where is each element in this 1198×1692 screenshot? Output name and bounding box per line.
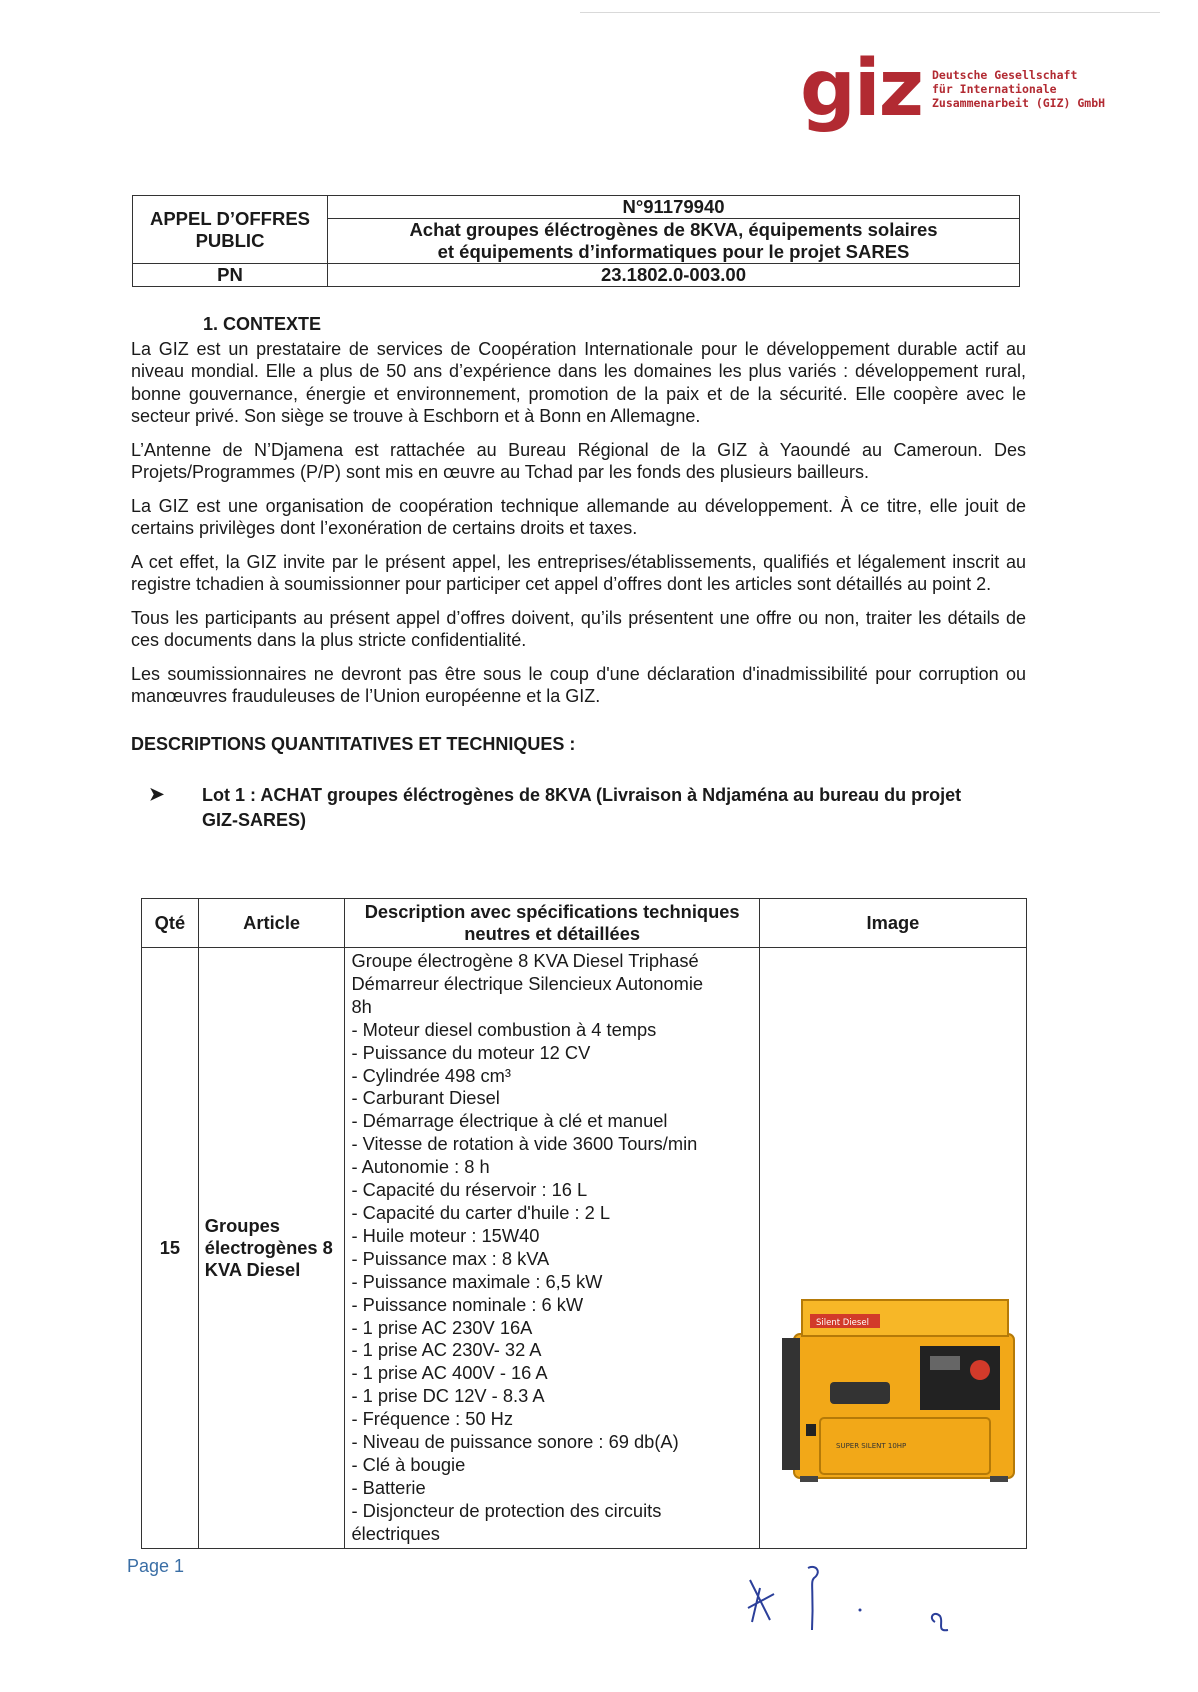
row-image-cell xyxy=(759,948,1026,1549)
generator-image xyxy=(780,1298,1020,1484)
description-line: - Vitesse de rotation à vide 3600 Tours/min xyxy=(351,1133,698,1155)
logo-mark: giz xyxy=(800,44,922,134)
description-line: - Huile moteur : 15W40 xyxy=(351,1224,540,1246)
description-line: - Carburant Diesel xyxy=(351,1087,500,1109)
description-line: - Démarrage électrique à clé et manuel xyxy=(351,1110,668,1132)
generator-brand: Silent Diesel xyxy=(815,1318,869,1328)
description-line: - Capacité du réservoir : 16 L xyxy=(351,1179,588,1201)
logo-line: für Internationale xyxy=(931,82,1057,96)
description-line: - Cylindrée 498 cm³ xyxy=(351,1064,511,1086)
lot-heading xyxy=(149,783,1026,833)
tender-subject-line: Achat groupes éléctrogènes de 8KVA, équipements solaires xyxy=(409,219,938,240)
description-line: - Puissance nominale : 6 kW xyxy=(351,1293,584,1315)
lot-text: Lot 1 : ACHAT groupes éléctrogènes de 8KVA (Livraison à Ndjaména au bureau du projet GIZ-SARES) xyxy=(202,785,962,830)
description-line: - Puissance maximale : 6,5 kW xyxy=(351,1270,603,1292)
paragraph: L’Antenne de N’Djamena est rattachée au Bureau Régional de la GIZ à Yaoundé au Cameroun. Des Projets/Programmes (P/P) sont mis en œuvre au Tchad par les fonds des plusieurs bailleurs. xyxy=(131,439,1026,482)
tender-subject-line: et équipements d’informatiques pour le projet SARES xyxy=(437,241,910,262)
header-article: Article xyxy=(198,899,345,948)
paragraph: La GIZ est un prestataire de services de Coopération Internationale pour le développement durable actif au niveau mondial. Elle a plus de 50 ans d’expérience dans les domaines les plus variés : développement rural, bonne gouvernance, énergie et environnement, promotion de la paix et de la sécurité. Elle coopère avec le secteur privé. Son siège se trouve à Eschborn et à Bonn en Allemagne. xyxy=(131,338,1026,426)
description-line: Groupe électrogène 8 KVA Diesel Triphasé xyxy=(351,950,699,971)
description-line: 8h xyxy=(351,995,372,1017)
pn-label: PN xyxy=(133,264,328,287)
top-rule xyxy=(580,12,1160,13)
description-line: - Clé à bougie xyxy=(351,1453,466,1475)
description-line: Démarreur électrique Silencieux Autonomie xyxy=(351,972,704,994)
row-description xyxy=(345,948,759,1549)
giz-logo xyxy=(800,44,1106,134)
header-image: Image xyxy=(759,899,1026,948)
logo-text xyxy=(932,68,1105,110)
paragraph: Tous les participants au présent appel d’offres doivent, qu’ils présentent une offre ou non, traiter les détails de ces documents dans la plus stricte confidentialité. xyxy=(131,607,1026,650)
table-header-row xyxy=(142,899,1027,948)
header-description: Description avec spécifications techniques neutres et détaillées xyxy=(345,899,759,948)
description-line: - Fréquence : 50 Hz xyxy=(351,1408,514,1430)
items-table xyxy=(141,898,1027,1549)
description-line: - 1 prise DC 12V - 8.3 A xyxy=(351,1385,545,1407)
tender-number: N°91179940 xyxy=(328,196,1020,219)
paragraph: A cet effet, la GIZ invite par le présent appel, les entreprises/établissements, qualifiés et légalement inscrit au registre tchadien à soumissionner pour participer cet appel d’offres dont les articles sont détaillés au point 2. xyxy=(131,551,1026,594)
paragraph: Les soumissionnaires ne devront pas être sous le coup d'une déclaration d'inadmissibilité pour corruption ou manœuvres frauduleuses de l’Union européenne et la GIZ. xyxy=(131,663,1026,706)
document-body xyxy=(131,313,1026,833)
section-title-descriptions: DESCRIPTIONS QUANTITATIVES ET TECHNIQUES : xyxy=(131,733,576,754)
row-qty: 15 xyxy=(142,948,199,1549)
logo-line: Deutsche Gesellschaft xyxy=(931,68,1078,82)
table-row xyxy=(142,948,1027,1549)
pn-value: 23.1802.0-003.00 xyxy=(328,264,1020,287)
description-line: - 1 prise AC 230V- 32 A xyxy=(351,1339,542,1361)
description-line: - Disjoncteur de protection des circuits xyxy=(351,1499,662,1521)
tender-label: APPEL D’OFFRES PUBLIC xyxy=(133,196,328,264)
description-line: - Puissance max : 8 kVA xyxy=(351,1247,550,1269)
description-line: - Moteur diesel combustion à 4 temps xyxy=(351,1018,657,1040)
description-line: - 1 prise AC 400V - 16 A xyxy=(351,1362,548,1384)
paragraph: La GIZ est une organisation de coopération technique allemande au développement. À ce titre, elle jouit de certains privilèges dont l’exonération de certains droits et taxes. xyxy=(131,495,1026,538)
logo-line: Zusammenarbeit (GIZ) GmbH xyxy=(931,96,1106,110)
arrow-bullet-icon: ➤ xyxy=(149,784,165,804)
description-line: - Puissance du moteur 12 CV xyxy=(351,1041,591,1063)
description-line: - Autonomie : 8 h xyxy=(351,1156,490,1178)
section-title-context: 1. CONTEXTE xyxy=(203,314,322,334)
description-line: - Batterie xyxy=(351,1476,426,1498)
tender-header-table xyxy=(132,195,1020,287)
page-number: Page 1 xyxy=(127,1556,185,1576)
header-qty: Qté xyxy=(142,899,199,948)
generator-model-label: SUPER SILENT 10HP xyxy=(835,1442,907,1450)
description-line: électriques xyxy=(351,1522,440,1544)
tender-subject xyxy=(328,219,1020,264)
description-line: - Niveau de puissance sonore : 69 db(A) xyxy=(351,1431,679,1453)
handwritten-initials xyxy=(730,1560,1030,1640)
description-line: - 1 prise AC 230V 16A xyxy=(351,1316,533,1338)
row-article: Groupes électrogènes 8 KVA Diesel xyxy=(198,948,345,1549)
description-lines xyxy=(351,950,754,1546)
description-line: - Capacité du carter d'huile : 2 L xyxy=(351,1201,611,1223)
